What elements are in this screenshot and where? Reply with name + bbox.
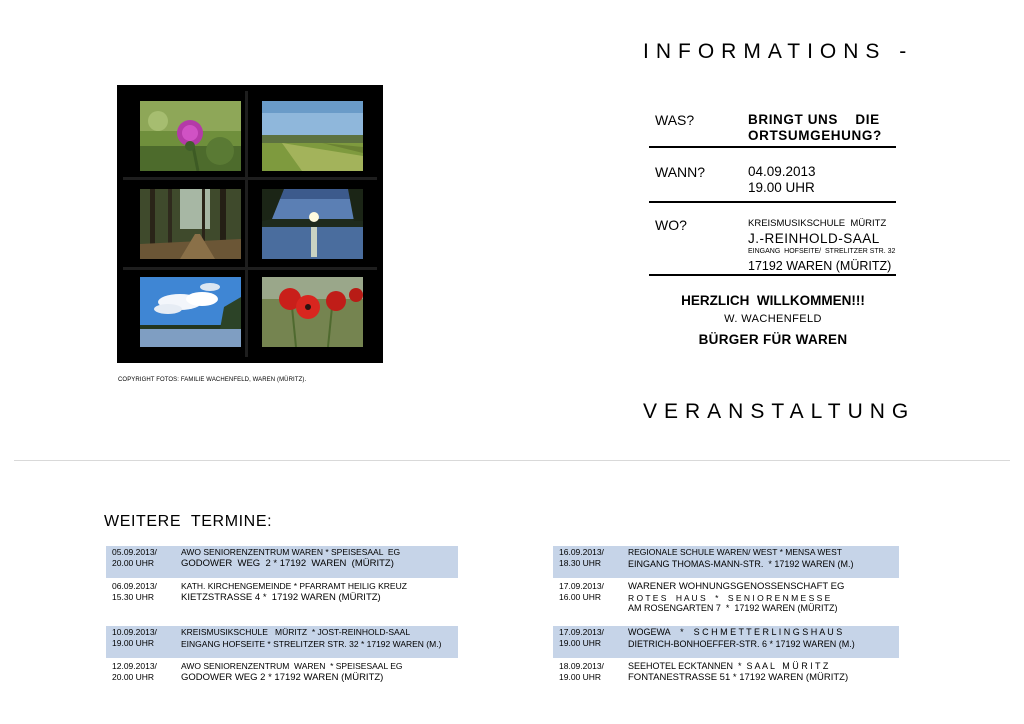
termin-date: 17.09.2013/ 19.00 UHR xyxy=(559,627,604,648)
termin-date: 10.09.2013/ 19.00 UHR xyxy=(112,627,157,648)
rule-divider xyxy=(649,201,896,203)
termin-date: 18.09.2013/ 19.00 UHR xyxy=(559,661,604,682)
termin-venue: SEEHOTEL ECKTANNEN * S A A L M Ü R I T Z xyxy=(628,661,829,671)
wo-line4: 17192 WAREN (MÜRITZ) xyxy=(748,259,892,273)
thistle-photo xyxy=(140,101,241,171)
photo-collage xyxy=(117,85,383,363)
termin-address: KIETZSTRASSE 4 * 17192 WAREN (MÜRITZ) xyxy=(181,592,381,603)
film-strip-divider xyxy=(245,91,248,357)
termin-address: FONTANESTRASSE 51 * 17192 WAREN (MÜRITZ) xyxy=(628,672,849,683)
welcome-group: BÜRGER FÜR WAREN xyxy=(698,332,848,347)
termin-address: EINGANG THOMAS-MANN-STR. * 17192 WAREN (M.) xyxy=(628,559,854,569)
termin-address: DIETRICH-BONHOEFFER-STR. 6 * 17192 WAREN (M.) xyxy=(628,639,855,649)
termin-address: EINGANG HOFSEITE * STRELITZER STR. 32 * 17192 WAREN (M.) xyxy=(181,639,442,649)
field-photo xyxy=(262,101,363,171)
forest-photo xyxy=(140,189,241,259)
termin-date: 17.09.2013/ 16.00 UHR xyxy=(559,581,604,602)
termin-date: 12.09.2013/ 20.00 UHR xyxy=(112,661,157,682)
termin-event: R O T E S H A U S * S E N I O R E N M E S S E xyxy=(628,593,831,603)
termin-row xyxy=(106,660,458,692)
welcome-author: W. WACHENFELD xyxy=(724,313,822,325)
termin-venue: AWO SENIORENZENTRUM WAREN * SPEISESAAL EG xyxy=(181,661,403,671)
weitere-heading: WEITERE TERMINE: xyxy=(104,513,273,530)
termin-date: 06.09.2013/ 15.30 UHR xyxy=(112,581,157,602)
wo-label: WO? xyxy=(655,217,687,233)
termin-venue: AWO SENIORENZENTRUM WAREN * SPEISESAAL EG xyxy=(181,547,401,557)
termin-row xyxy=(553,626,899,658)
termin-row xyxy=(106,546,458,578)
wo-line2: J.-REINHOLD-SAAL xyxy=(748,231,880,246)
termin-venue: WOGEWA * S C H M E T T E R L I N G S H A U S xyxy=(628,627,843,637)
was-value-line1: BRINGT UNS DIE xyxy=(748,112,880,127)
was-label: WAS? xyxy=(655,112,695,128)
termin-venue: REGIONALE SCHULE WAREN/ WEST * MENSA WEST xyxy=(628,547,842,557)
poppies-photo xyxy=(262,277,363,347)
page-divider xyxy=(14,460,1010,461)
lake-sun-photo xyxy=(262,189,363,259)
termin-venue: WARENER WOHNUNGSGENOSSENSCHAFT EG xyxy=(628,581,845,592)
termin-row xyxy=(553,660,905,692)
termin-date: 16.09.2013/ 18.30 UHR xyxy=(559,547,604,568)
termin-row xyxy=(553,580,905,620)
photo-copyright: COPYRIGHT FOTOS: FAMILIE WACHENFELD, WAREN (MÜRITZ). xyxy=(118,377,307,383)
wo-line1: KREISMUSIKSCHULE MÜRITZ xyxy=(748,218,887,229)
termin-date: 05.09.2013/ 20.00 UHR xyxy=(112,547,157,568)
wann-time: 19.00 UHR xyxy=(748,180,815,195)
termin-row xyxy=(106,580,458,612)
wann-label: WANN? xyxy=(655,164,706,180)
termin-address: GODOWER WEG 2 * 17192 WAREN (MÜRITZ) xyxy=(181,558,394,569)
rule-divider xyxy=(649,146,896,148)
termin-address: GODOWER WEG 2 * 17192 WAREN (MÜRITZ) xyxy=(181,672,384,683)
wo-line3: EINGANG HOFSEITE/ STRELITZER STR. 32 xyxy=(748,248,896,255)
clouds-photo xyxy=(140,277,241,347)
termin-venue: KREISMUSIKSCHULE MÜRITZ * JOST-REINHOLD-SAAL xyxy=(181,627,411,637)
termin-address: AM ROSENGARTEN 7 * 17192 WAREN (MÜRITZ) xyxy=(628,603,838,613)
was-value-line2: ORTSUMGEHUNG? xyxy=(748,128,882,143)
termin-row xyxy=(553,546,899,578)
termin-venue: KATH. KIRCHENGEMEINDE * PFARRAMT HEILIG KREUZ xyxy=(181,581,407,591)
welcome-heading: HERZLICH WILLKOMMEN!!! xyxy=(681,293,865,308)
film-strip-divider xyxy=(123,177,377,180)
termin-row xyxy=(106,626,458,658)
film-strip-divider xyxy=(123,267,377,270)
wann-date: 04.09.2013 xyxy=(748,164,816,179)
page-title: INFORMATIONS - xyxy=(643,40,914,63)
event-title: VERANSTALTUNG xyxy=(643,400,916,423)
rule-divider xyxy=(649,274,896,276)
